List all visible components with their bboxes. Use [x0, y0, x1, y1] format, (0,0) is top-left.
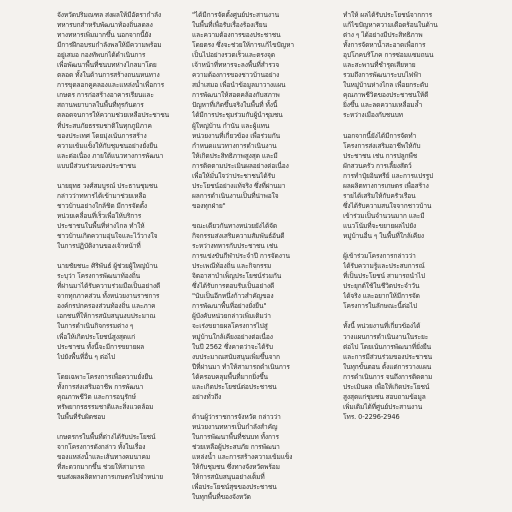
text-line: ทางทหารเพิ่มมากขึ้น นอกจากนี้ยัง — [57, 31, 152, 40]
text-line: ได้รับความรู้และประสบการณ์ — [343, 262, 425, 271]
text-line: ช่วยเหลือผู้ประสบภัย การพัฒนา — [192, 443, 280, 452]
text-line: โครงการส่งเสริมอาชีพให้กับ — [343, 141, 421, 150]
text-line: การพัฒนาให้สอดคล้องกับสภาพ — [192, 91, 280, 100]
text-line: ให้กับชุมชน ซึ่งทางจังหวัดพร้อม — [192, 463, 280, 472]
text-line: ทั้งการจัดหาน้ำสะอาดเพื่อการ — [343, 41, 426, 50]
text-line: ที่สะดวกมากขึ้น ช่วยให้สามารถ — [57, 463, 145, 472]
text-line: ในหมู่บ้านห่างไกล เพื่อยกระดับ — [343, 81, 429, 90]
text-line — [57, 422, 175, 432]
text-line: ในทุกขั้นตอน ตั้งแต่การวางแผน — [343, 362, 432, 371]
text-line: ผักสวนครัว การเลี้ยงสัตว์ — [343, 161, 412, 170]
text-line: ตลอด ทั้งในด้านการสร้างถนนหนทาง — [57, 71, 160, 80]
text-line: ผู้ใหญ่บ้าน กำนัน และผู้แทน — [192, 121, 270, 130]
text-line: ในการปฏิบัติงานของเจ้าหน้าที่ — [57, 242, 141, 251]
text-line: ในพื้นที่รับผิดชอบ — [57, 412, 106, 421]
text-line: เป็นไปอย่างรวดเร็วและตรงจุด — [192, 51, 275, 60]
text-line: แบบมีส่วนร่วมของประชาชน — [57, 161, 136, 170]
text-line: งบประมาณสนับสนุนเพิ่มขึ้นจาก — [192, 352, 280, 361]
text-line: วางแผนการดำเนินงานในระยะ — [343, 332, 429, 341]
text-line: ในปี 2562 ซึ่งคาดว่าจะได้รับ — [192, 342, 273, 351]
text-line: ทำให้ ผลได้รับประโยชน์จากการ — [343, 11, 433, 19]
text-line — [343, 121, 475, 131]
text-line: ผู้บังคับหน่วยกล่าวเพิ่มเติมว่า — [192, 312, 271, 321]
text-line — [57, 251, 175, 261]
text-line: ให้การสนับสนุนอย่างเต็มที่ — [192, 473, 265, 482]
text-line: ไปยังพื้นที่อื่น ๆ ต่อไป — [57, 352, 116, 361]
text-line: ประชาชน ทั้งนี้จะมีการขยายผล — [57, 342, 145, 351]
text-line: ในการพัฒนาพื้นที่ชนบท ทั้งการ — [192, 432, 279, 441]
text-line: ประชาชน เช่น การปลูกพืช — [343, 151, 418, 160]
text-line: ปีที่ผ่านมา ทำให้สามารถดำเนินการ — [192, 362, 290, 371]
text-line: ระบุว่า โครงการพัฒนาท้องถิ่น — [57, 272, 141, 281]
text-line: การทำปุ๋ยอินทรีย์ และการแปรรูป — [343, 171, 434, 180]
text-line: การติดตามประเมินผลอย่างต่อเนื่อง — [192, 161, 289, 170]
text-line: การขุดลอกคูคลองและแหล่งน้ำเพื่อการ — [57, 81, 165, 90]
text-line: ของทุกฝ่าย" — [192, 201, 226, 210]
text-line: โครงการในลักษณะนี้ต่อไป — [343, 302, 418, 311]
text-line: ผลการดำเนินงานเป็นที่น่าพอใจ — [192, 191, 279, 200]
text-line: ทรัพยากรธรรมชาติและสิ่งแวดล้อม — [57, 402, 154, 411]
text-line: ในการดำเนินกิจกรรมต่าง ๆ — [57, 322, 134, 331]
text-line: ปัญหาที่เกิดขึ้นจริงในพื้นที่ ทั้งนี้ — [192, 101, 278, 110]
text-line: กิจกรรมส่งเสริมความสัมพันธ์อันดี — [192, 232, 285, 241]
text-line: ประเมินผล เพื่อให้เกิดประโยชน์ — [343, 382, 430, 391]
article-column-2 — [192, 10, 328, 508]
text-line: ทั้งการส่งเสริมอาชีพ การพัฒนา — [57, 382, 144, 391]
text-line: คุณภาพชีวิต และการอนุรักษ์ — [57, 392, 136, 401]
text-line: ซึ่งได้รับการตอบรับเป็นอย่างดี — [192, 282, 275, 291]
text-line: หมู่บ้านใกล้เคียงอย่างต่อเนื่อง — [192, 332, 273, 341]
text-line: ประเพณีท้องถิ่น และกิจกรรม — [192, 262, 272, 271]
text-line: เพื่อให้มั่นใจว่าประชาชนได้รับ — [192, 171, 276, 180]
text-line: นอกจากนี้ยังได้มีการจัดทำ — [343, 131, 417, 140]
text-line: และต่อเนื่อง ภายใต้แนวทางการพัฒนา — [57, 151, 164, 160]
text-line: รวมถึงการพัฒนาระบบไฟฟ้า — [343, 71, 422, 80]
text-line: หน่วยงานที่เกี่ยวข้อง เพื่อร่วมกัน — [192, 131, 281, 140]
text-line: แนวโน้มที่จะขยายผลไปยัง — [343, 221, 417, 230]
text-line: อุปโภคบริโภค การซ่อมแซมถนน — [343, 51, 434, 60]
text-line: สถานพยาบาลในพื้นที่ทุรกันดาร — [57, 101, 144, 110]
text-line: จิตอาสาบำเพ็ญประโยชน์ร่วมกัน — [192, 272, 282, 281]
text-line: การพัฒนาพื้นที่อย่างยั่งยืน" — [192, 302, 267, 311]
text-line: ยิ่งขึ้น และลดความเหลื่อมล้ำ — [343, 101, 423, 110]
text-line: กำหนดแนวทางการดำเนินงาน — [192, 141, 277, 150]
text-line: ชาวบ้านเกิดความอุ่นใจและไว้วางใจ — [57, 232, 158, 241]
text-line: ชาวบ้านอย่างใกล้ชิด มีการจัดตั้ง — [57, 201, 147, 210]
text-line: และความต้องการของประชาชน — [192, 31, 281, 40]
text-line: โทร. 0-2296-2946 — [343, 412, 400, 421]
text-line: ซึ่งได้รับความสนใจจากชาวบ้าน — [343, 201, 432, 210]
text-line: ขณะเดียวกันทางหน่วยยังได้จัด — [192, 221, 278, 230]
text-line: ให้เกิดประสิทธิภาพสูงสุด และมี — [192, 151, 278, 160]
text-line — [192, 211, 328, 221]
text-line: ความต้องการของชาวบ้านอย่าง — [192, 71, 280, 80]
text-line: สูงสุดแก่ชุมชน สอบถามข้อมูล — [343, 392, 426, 401]
text-line: ประยุกต์ใช้ในชีวิตประจำวัน — [343, 282, 420, 291]
text-line: การแข่งขันกีฬาประจำปี การจัดงาน — [192, 252, 290, 261]
text-line: ที่ประสบภัยธรรมชาติในทุกภูมิภาค — [57, 121, 152, 130]
text-line: เข้าร่วมเป็นจำนวนมาก และมี — [343, 211, 425, 220]
text-line: คุณภาพชีวิตของประชาชนให้ดี — [343, 91, 429, 100]
text-line: หน่วยเคลื่อนที่เร็วเพื่อให้บริการ — [57, 211, 142, 220]
text-line: ขนส่งผลผลิตทางการเกษตรไปจำหน่าย — [57, 473, 164, 482]
text-line: และเกิดประโยชน์ต่อประชาชน — [192, 382, 277, 391]
text-line: ประชาชนในพื้นที่ห่างไกล ทำให้ — [57, 221, 145, 230]
text-line: องค์กรปกครองส่วนท้องถิ่น และภาค — [57, 302, 156, 311]
text-line: เพิ่มเติมได้ที่ศูนย์ประสานงาน — [343, 402, 423, 411]
text-line: เกษตร การก่อสร้างอาคารเรียนและ — [57, 91, 154, 100]
text-line: และการมีส่วนร่วมของประชาชน — [343, 352, 433, 361]
text-line: ได้ครอบคลุมพื้นที่มากยิ่งขึ้น — [192, 372, 268, 381]
text-line: จังหวัดปริมณฑล ส่งผลให้มีอัตรากำลัง — [57, 11, 162, 19]
text-line: เพื่อให้เกิดประโยชน์สูงสุดแก่ — [57, 332, 136, 341]
text-line: ของแหล่งน้ำและเส้นทางคมนาคม — [57, 453, 151, 462]
text-line: ระหว่างทหารกับประชาชน เช่น — [192, 242, 278, 251]
text-line: หน่วยงานทหารเป็นกำลังสำคัญ — [192, 422, 278, 431]
text-line: ตลอดจนการให้ความช่วยเหลือประชาชน — [57, 111, 170, 120]
text-line: ทั้งนี้ หน่วยงานที่เกี่ยวข้องได้ — [343, 322, 421, 331]
text-line: อยู่เสมอ กองทัพบกได้ดำเนินการ — [57, 51, 146, 60]
text-line — [57, 171, 175, 181]
text-line: เพื่อพัฒนาพื้นที่ชนบทห่างไกลมาโดย — [57, 61, 157, 70]
text-line: ที่เป็นประโยชน์ สามารถนำไป — [343, 272, 425, 281]
text-line: ความเข้มแข็งให้กับชุมชนอย่างยั่งยืน — [57, 141, 158, 150]
text-line: มีการฝึกอบรมกำลังพลให้มีความพร้อม — [57, 41, 162, 50]
text-line: จากทุกภาคส่วน ทั้งหน่วยงานราชการ — [57, 292, 160, 301]
text-line: ผลผลิตทางการเกษตร เพื่อสร้าง — [343, 181, 429, 190]
text-line: แหล่งน้ำ และการสร้างความเข้มแข็ง — [192, 453, 293, 462]
text-line: "นับเป็นอีกหนึ่งก้าวสำคัญของ — [192, 292, 274, 301]
text-line: ในพื้นที่เพื่อรับเรื่องร้องเรียน — [192, 21, 267, 30]
text-line: โดยตรง ซึ่งจะช่วยให้การแก้ไขปัญหา — [192, 41, 294, 50]
text-line: นายชัยชนะ ศิริพันธ์ ผู้ช่วยผู้ใหญ่บ้าน — [57, 262, 158, 271]
text-line: ของประเทศ โดยมุ่งเน้นการสร้าง — [57, 131, 147, 140]
text-line: เจ้าหน้าที่ทหารจะลงพื้นที่สำรวจ — [192, 61, 280, 70]
article-column-3 — [343, 10, 475, 508]
text-line — [343, 241, 475, 251]
article-column-1 — [57, 10, 175, 508]
text-line — [192, 402, 328, 412]
text-line: สม่ำเสมอ เพื่อนำข้อมูลมาวางแผน — [192, 81, 286, 90]
text-line: ด้านผู้ว่าราชการจังหวัด กล่าวว่า — [192, 412, 281, 421]
text-line: หมู่บ้านอื่น ๆ ในพื้นที่ใกล้เคียง — [343, 232, 425, 241]
text-line: โดยเฉพาะโครงการเพื่อความยั่งยืน — [57, 372, 153, 381]
text-line: แก้ไขปัญหาความเดือดร้อนในด้าน — [343, 21, 438, 30]
text-line: "ได้มีการจัดตั้งศูนย์ประสานงาน — [192, 11, 280, 19]
text-line: ทหารบกสำหรับพัฒนาท้องถิ่นลดลง — [57, 21, 153, 30]
text-line: ผู้เข้าร่วมโครงการกล่าวว่า — [343, 252, 416, 261]
text-line: การดำเนินการ จนถึงการติดตาม — [343, 372, 433, 381]
text-line: เกษตรกรในพื้นที่ต่างได้รับประโยชน์ — [57, 432, 156, 441]
text-line: ระหว่างเมืองกับชนบท — [343, 111, 403, 120]
text-line: ประโยชน์อย่างแท้จริง ซึ่งที่ผ่านมา — [192, 181, 286, 190]
text-line: เพื่อประโยชน์สุขของประชาชน — [192, 483, 277, 492]
text-line: เอกชนที่ให้การสนับสนุนงบประมาณ — [57, 312, 156, 321]
text-line: อย่างทั่วถึง — [192, 392, 222, 401]
text-line — [343, 311, 475, 321]
text-line: กล่าวว่าทหารได้เข้ามาช่วยเหลือ — [57, 191, 147, 200]
text-line: ได้มีการประชุมร่วมกับผู้นำชุมชน — [192, 111, 283, 120]
text-line: ได้จริง และอยากให้มีการจัด — [343, 292, 420, 301]
text-line: ต่อไป โดยเน้นการพัฒนาที่ยั่งยืน — [343, 342, 432, 351]
text-line: จะเร่งขยายผลโครงการไปสู่ — [192, 322, 268, 331]
text-line: และสะพานที่ชำรุดเสียหาย — [343, 61, 416, 70]
text-line: ที่ผ่านมาได้รับความร่วมมือเป็นอย่างดี — [57, 282, 161, 291]
text-line: ในทุกพื้นที่ของจังหวัด — [192, 493, 251, 502]
text-line — [57, 362, 175, 372]
text-line: รายได้เสริมให้กับครัวเรือน — [343, 191, 416, 200]
text-line: ต่าง ๆ ได้อย่างมีประสิทธิภาพ — [343, 31, 423, 40]
text-line: จากโครงการดังกล่าว ทั้งในเรื่อง — [57, 443, 146, 452]
text-line: นายยุทธ วงศ์สมบูรณ์ ประธานชุมชน — [57, 181, 158, 190]
